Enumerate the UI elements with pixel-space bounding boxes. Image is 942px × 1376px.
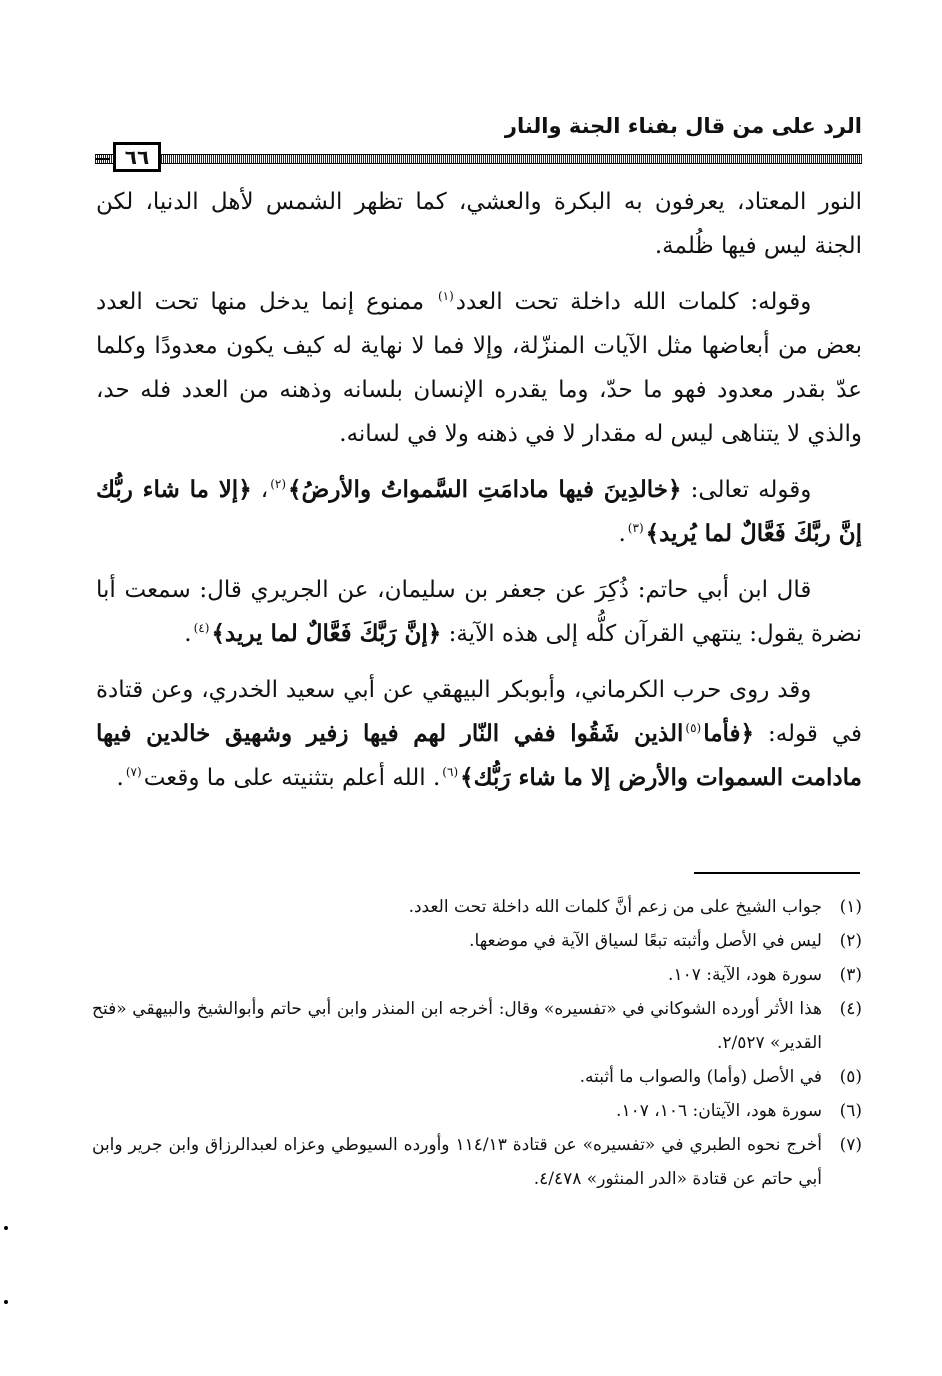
footnote-text: جواب الشيخ على من زعم أنَّ كلمات الله داخلة تحت العدد. [408, 897, 822, 917]
quran-quote-2: ﴿إلا ما شاء ربُّك إنَّ ربَّكَ فَعَّالٌ لما يُريد﴾ [96, 476, 862, 547]
footnote-ref-6[interactable]: (٦) [442, 765, 459, 780]
footnote-separator [694, 872, 860, 874]
paragraph-3-end: . [618, 521, 626, 547]
running-header-title: الرد على من قال بفناء الجنة والنار [504, 114, 862, 138]
paragraph-5 [96, 668, 862, 800]
footnote-7 [92, 1128, 862, 1196]
header-rule-stub [95, 158, 110, 160]
footnote-5 [92, 1060, 862, 1094]
footnote-number: (٤) [839, 999, 862, 1019]
footnote-ref-1[interactable]: (١) [437, 289, 454, 304]
footnote-4 [92, 992, 862, 1060]
paragraph-5-end: . [116, 765, 124, 791]
paragraph-1-text: النور المعتاد، يعرفون به البكرة والعشي، كما تظهر الشمس لأهل الدنيا، لكن الجنة ليس فيها ظُلمة. [96, 189, 862, 259]
paragraph-1 [96, 180, 862, 268]
paragraph-4-text-a: قال ابن أبي حاتم: ذُكِرَ عن جعفر بن سليمان، عن الجريري قال: سمعت أبا نضرة يقول: ينتهي القرآن كلُّه إلى هذه الآية: [96, 577, 862, 647]
footnote-text: أخرج نحوه الطبري في «تفسيره» عن قتادة ١١٤/١٣ وأورده السيوطي وعزاه لعبدالرزاق وابن جرير وابن أبي حاتم عن قتادة «الدر المنثور» ٤/٤٧٨. [92, 1135, 822, 1189]
footnote-ref-3[interactable]: (٣) [627, 521, 644, 536]
quran-quote-4a: ﴿فأما [703, 720, 755, 747]
footnote-number: (١) [839, 897, 862, 917]
scan-speck [4, 1226, 8, 1230]
paragraph-4-end: . [184, 621, 192, 647]
paragraph-2-text-a: وقوله: كلمات الله داخلة تحت العدد [455, 289, 812, 315]
footnote-ref-4[interactable]: (٤) [193, 621, 210, 636]
footnote-ref-5[interactable]: (٥) [685, 721, 702, 736]
paragraph-3 [96, 468, 862, 556]
footnote-3 [92, 958, 862, 992]
footnote-text: سورة هود، الآيتان: ١٠٦، ١٠٧. [616, 1101, 822, 1121]
paragraph-5-text-b: . الله أعلم بتثنيته على ما وقعت [143, 765, 441, 791]
paragraph-3-separator: ، [251, 477, 269, 503]
footnote-ref-2[interactable]: (٢) [270, 477, 287, 492]
footnote-number: (٣) [839, 965, 862, 985]
page-number: ٦٦ [113, 142, 161, 172]
running-header [95, 112, 862, 174]
footnote-text: في الأصل (وأما) والصواب ما أثبته. [579, 1067, 822, 1087]
paragraph-2 [96, 280, 862, 456]
quran-quote-1: ﴿خالدِينَ فيها مادامَتِ السَّمواتُ والأرضُ﴾ [288, 476, 682, 503]
scan-speck [4, 1300, 8, 1304]
footnote-number: (٢) [839, 931, 862, 951]
footnote-2 [92, 924, 862, 958]
paragraph-5-text-a: وقد روى حرب الكرماني، وأبوبكر البيهقي عن أبي سعيد الخدري، وعن قتادة في قوله: [96, 677, 862, 747]
main-text [96, 180, 862, 812]
paragraph-3-text-a: وقوله تعالى: [681, 477, 812, 503]
footnote-ref-7[interactable]: (٧) [125, 765, 142, 780]
footnotes [92, 890, 862, 1196]
header-rule [95, 154, 862, 164]
quran-quote-4b: الذين شَقُوا ففي النّار لهم فيها زفير وشهيق خالدين فيها مادامت السموات والأرض إلا ما شاء رَبُّك﴾ [96, 720, 862, 791]
footnote-text: هذا الأثر أورده الشوكاني في «تفسيره» وقال: أخرجه ابن المنذر وابن أبي حاتم وأبوالشيخ والبيهقي «فتح القدير» ٢/٥٢٧. [92, 999, 822, 1053]
footnote-number: (٦) [839, 1101, 862, 1121]
quran-quote-3: ﴿إنَّ رَبَّكَ فَعَّالٌ لما يريد﴾ [211, 620, 442, 647]
footnote-text: ليس في الأصل وأثبته تبعًا لسياق الآية في موضعها. [469, 931, 822, 951]
footnote-number: (٧) [839, 1135, 862, 1155]
paragraph-4 [96, 568, 862, 656]
footnote-number: (٥) [839, 1067, 862, 1087]
footnote-text: سورة هود، الآية: ١٠٧. [668, 965, 822, 985]
footnote-6 [92, 1094, 862, 1128]
footnote-1 [92, 890, 862, 924]
paragraph-2-text-b: ممنوع إنما يدخل منها تحت العدد بعض من أبعاضها مثل الآيات المنزّلة، وإلا فما لا نهاية له كيف يكون معدودًا وكلما عدّ بقدر معدود فهو ما حدّ، وما يقدره الإنسان بلسانه وذهنه من العدد فله حد، والذي لا يتناهى ليس له مقدار لا في ذهنه ولا في لسانه. [96, 289, 862, 447]
